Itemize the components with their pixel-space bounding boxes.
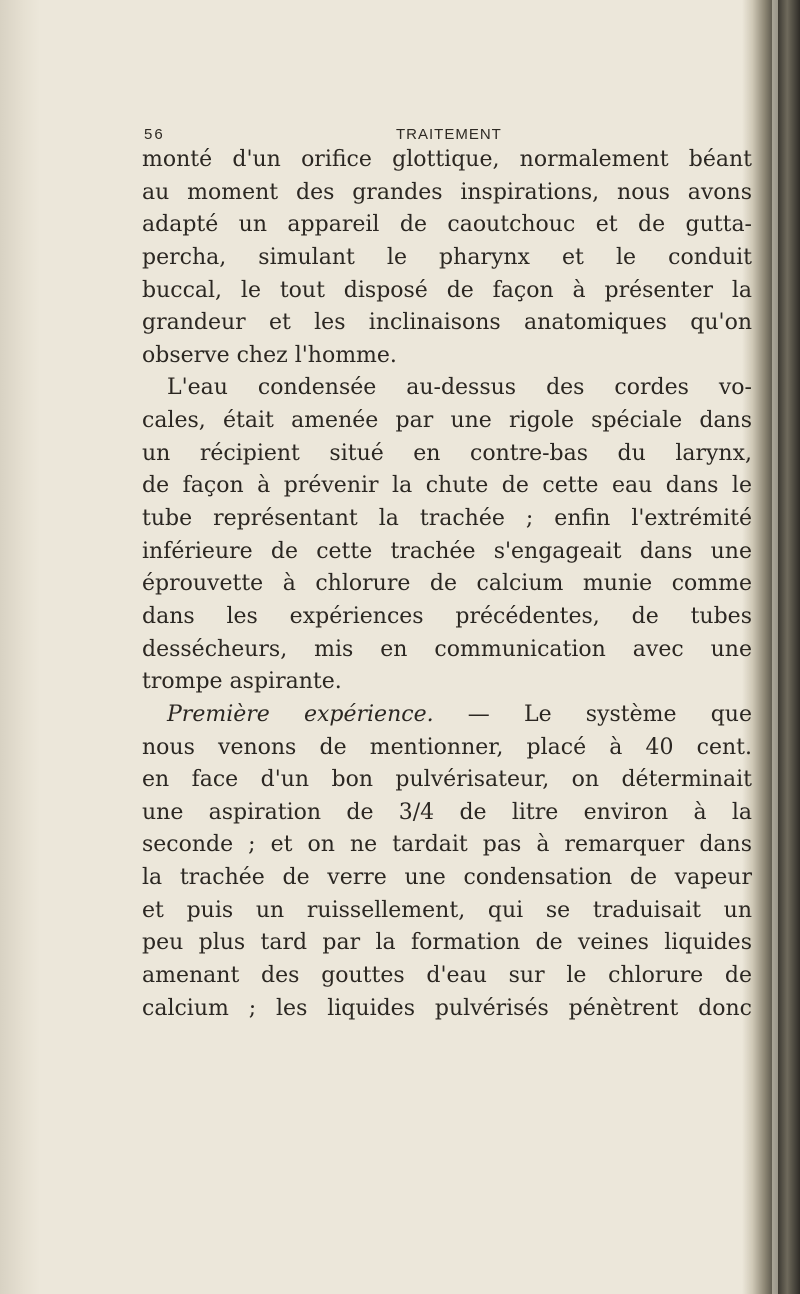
text-line: adapté un appareil de caoutchouc et de gutta- <box>142 212 752 238</box>
text-line: en face d'un bon pulvérisateur, on déterminait <box>142 767 752 793</box>
text-line: de façon à prévenir la chute de cette eau dans le <box>142 473 752 499</box>
text-line: un récipient situé en contre-bas du larynx, <box>142 440 752 466</box>
page-number: 56 <box>144 126 165 143</box>
text-line: éprouvette à chlorure de calcium munie comme <box>142 571 752 597</box>
text-line: trompe aspirante. <box>142 669 342 695</box>
text-line: grandeur et les inclinaisons anatomiques qu'on <box>142 310 752 336</box>
page-gutter-shadow <box>0 0 40 1294</box>
text-line: amenant des gouttes d'eau sur le chlorure de <box>142 963 752 989</box>
text-line: dessécheurs, mis en communication avec une <box>142 636 752 662</box>
text-line: nous venons de mentionner, placé à 40 cent. <box>142 734 752 760</box>
text-line: la trachée de verre une condensation de vapeur <box>142 865 752 891</box>
text-line: et puis un ruissellement, qui se traduisait un <box>142 897 752 923</box>
text-line: dans les expériences précédentes, de tubes <box>142 603 752 629</box>
text-line: calcium ; les liquides pulvérisés pénètrent donc <box>142 995 752 1021</box>
text-line: buccal, le tout disposé de façon à présenter la <box>142 277 752 303</box>
text-line: une aspiration de 3/4 de litre environ à la <box>142 799 752 825</box>
body-text <box>142 144 752 1025</box>
binding-stripe <box>772 0 778 1294</box>
text-line: tube représentant la trachée ; enfin l'extrémité <box>142 506 752 532</box>
text-line: monté d'un orifice glottique, normalement béant <box>142 147 752 172</box>
section-heading-italic: Première expérience. <box>167 701 434 727</box>
paragraph-start-line: L'eau condensée au-dessus des cordes vo- <box>167 375 752 401</box>
paragraph-start-line <box>142 699 752 732</box>
text-line: peu plus tard par la formation de veines liquides <box>142 930 752 956</box>
running-head: TRAITEMENT <box>396 126 502 143</box>
text-line: seconde ; et on ne tardait pas à remarquer dans <box>142 832 752 858</box>
text-line: observe chez l'homme. <box>142 342 397 368</box>
heading-continuation: — Le système que <box>467 701 752 727</box>
text-line: au moment des grandes inspirations, nous avons <box>142 179 752 205</box>
text-line: cales, était amenée par une rigole spéciale dans <box>142 408 752 434</box>
text-line: inférieure de cette trachée s'engageait dans une <box>142 538 752 564</box>
text-line: percha, simulant le pharynx et le conduit <box>142 244 752 270</box>
